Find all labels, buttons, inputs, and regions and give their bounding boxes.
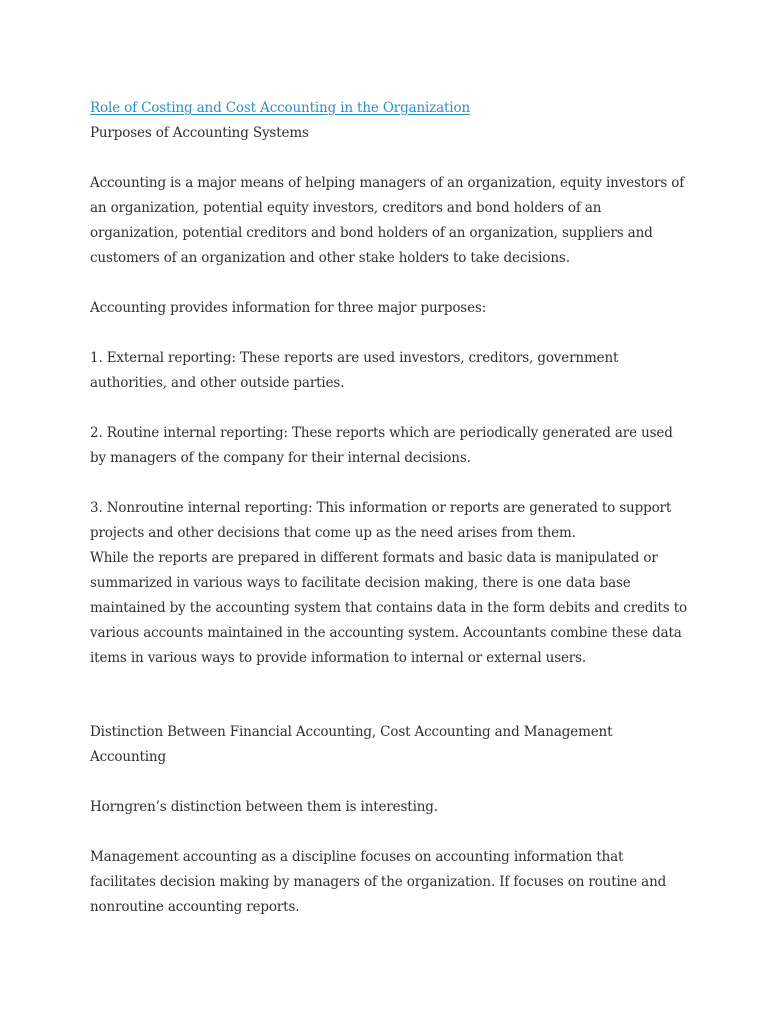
spacer bbox=[90, 271, 690, 296]
title-link[interactable]: Role of Costing and Cost Accounting in the Organization bbox=[90, 100, 471, 116]
section-heading: Purposes of Accounting Systems bbox=[90, 125, 309, 141]
spacer bbox=[90, 396, 690, 421]
horngren-paragraph: Horngren’s distinction between them is interesting. bbox=[90, 799, 438, 815]
purposes-paragraph: Accounting provides information for three major purposes: bbox=[90, 300, 487, 316]
list-item-external-reporting: 1. External reporting: These reports are used investors, creditors, government authorities, and other outside parties. bbox=[90, 350, 619, 391]
intro-paragraph: Accounting is a major means of helping managers of an organization, equity investors of an organization, potential equity investors, creditors and bond holders of an organization, potential creditors and bond holders of an organization, suppliers and customers of an organization and other stake holders to take decisions. bbox=[90, 175, 685, 266]
spacer bbox=[90, 471, 690, 496]
distinction-heading: Distinction Between Financial Accounting, Cost Accounting and Management Accounting bbox=[90, 724, 613, 765]
spacer bbox=[90, 146, 690, 171]
spacer bbox=[90, 321, 690, 346]
list-item-routine-reporting: 2. Routine internal reporting: These reports which are periodically generated are used by managers of the company for their internal decisions. bbox=[90, 425, 673, 466]
spacer bbox=[90, 671, 690, 720]
document-body bbox=[90, 96, 690, 920]
spacer bbox=[90, 770, 690, 795]
database-paragraph: While the reports are prepared in different formats and basic data is manipulated or summarized in various ways to facilitate decision making, there is one data base maintained by the accounting system that contains data in the form debits and credits to various accounts maintained in the accounting system. Accountants combine these data items in various ways to provide information to internal or external users. bbox=[90, 550, 687, 666]
spacer bbox=[90, 820, 690, 845]
management-paragraph: Management accounting as a discipline focuses on accounting information that facilitates decision making by managers of the organization. If focuses on routine and nonroutine accounting reports. bbox=[90, 849, 667, 915]
list-item-nonroutine-reporting: 3. Nonroutine internal reporting: This information or reports are generated to support projects and other decisions that come up as the need arises from them. bbox=[90, 500, 672, 541]
